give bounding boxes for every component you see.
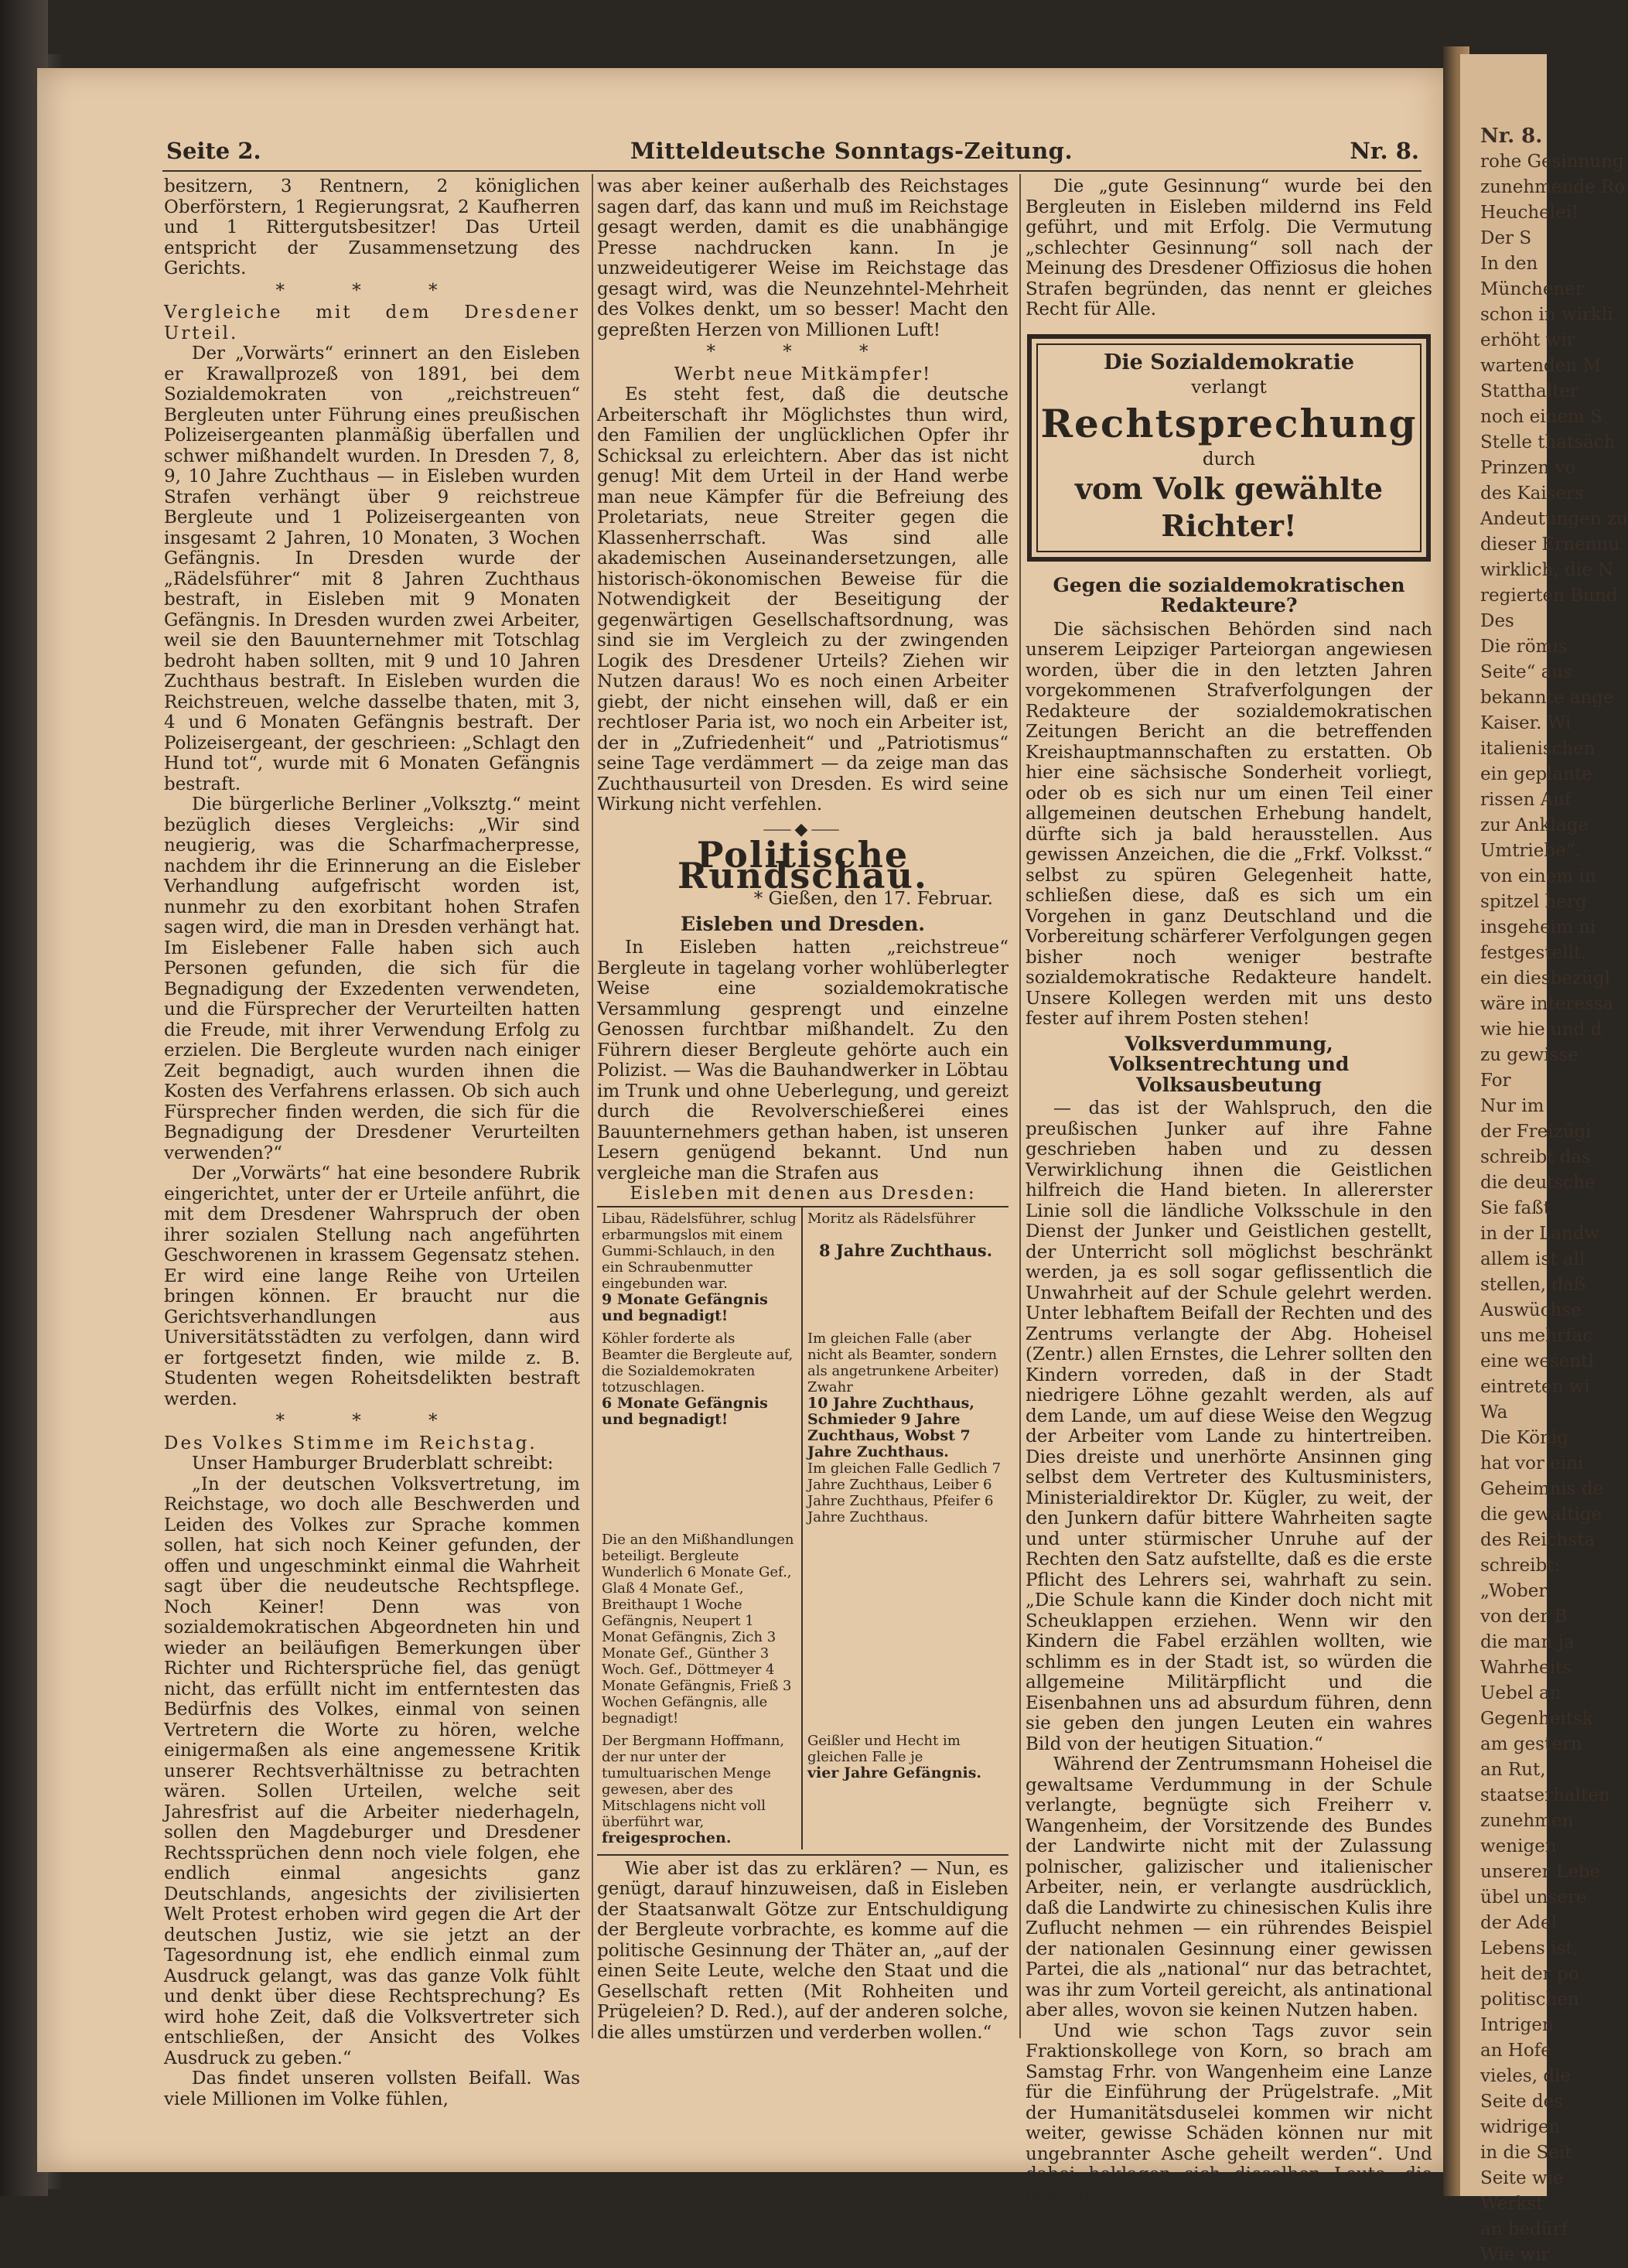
comparison-cell bbox=[803, 1327, 1009, 1529]
page-number: Seite 2. bbox=[166, 138, 261, 164]
section-divider: * * * bbox=[275, 1411, 469, 1431]
comparison-text: Libau, Rädelsführer, schlug erbarmungslos mit einem Gummi-Schlauch, in den ein Schraubenmutter eingebunden war. bbox=[602, 1210, 797, 1292]
comparison-text: Der Bergmann Hoffmann, der nur unter der tumultuarischen Menge gewesen, aber des Mitschlagens nicht voll überführt war, bbox=[602, 1732, 785, 1830]
next-page-line: Kaiser. Wi bbox=[1480, 713, 1572, 733]
comparison-cell bbox=[597, 1207, 803, 1327]
article-heading: Gegen die sozialdemokratischen Redakteure? bbox=[1053, 573, 1405, 617]
next-page-line: In den bbox=[1480, 254, 1538, 274]
next-page-line: in die Seit bbox=[1480, 2143, 1572, 2163]
section-title: Politische Rundschau. bbox=[677, 834, 928, 897]
next-page-line: regierten Bund bbox=[1480, 586, 1618, 606]
next-page-line: „Wober bbox=[1480, 1581, 1548, 1601]
next-page-line: vieles, die bbox=[1480, 2066, 1572, 2086]
next-page-line: die gewaltige bbox=[1480, 1505, 1602, 1525]
paragraph: Wie aber ist das zu erklären? — Nun, es genügt, darauf hinzuweisen, daß in Eisleben der Staatsanwalt Götze zur Entschuldigung der Bergleute vorbrachte, es komme auf die politische Gesinnung der Thäter an, „auf der einen Seite Leute, welche den Staat und die Gesellschaft retten (Mit Rohheiten und Prügeleien? D. Red.), auf der anderen solche, die alles umstürzen und verderben wollen.“ bbox=[597, 1854, 1009, 2044]
paragraph: Und wie schon Tags zuvor sein Fraktionskollege von Korn, so brach am Samstag Frhr. von Wangenheim eine Lanze für die Einführung der Prügelstrafe. „Mit der Humanitätsduselei kommen wir nicht weiter, gewisse Schäden können nur mit ungebrannter Asche geheilt werden“. Und dabei beklagen sich dieselben Leute, die eine so bbox=[1026, 2020, 1432, 2205]
next-page-line: der Adel bbox=[1480, 1913, 1557, 1933]
next-page-line: an Hofe bbox=[1480, 2041, 1551, 2061]
next-page-line: der Freizügi bbox=[1480, 1122, 1592, 1142]
comparison-text: Im gleichen Falle Gedlich 7 Jahre Zuchthaus, Leiber 6 Jahre Zuchthaus, Pfeifer 6 Jahre Zuchthaus. bbox=[807, 1460, 1002, 1525]
next-page-line: wie hie und d bbox=[1480, 1020, 1602, 1040]
next-page-line: Die König bbox=[1480, 1428, 1569, 1448]
next-page-line: übel unsere bbox=[1480, 1887, 1587, 1908]
paragraph: Während der Zentrumsmann Hoheisel die gewaltsame Verdummung in der Schule verlangte, begnügte sich Freiherr v. Wangenheim, der Vorsitzende des Bundes der Landwirte nicht mit der Zulassung polnischer, galizischer und italienischer Arbeiter, nein, er verlangte ausdrücklich, daß die Landwirte zu chinesischen Kulis ihre Zuflucht nehmen — ein rührendes Beispiel der nationalen Gesinnung einer gewissen Partei, die als „national“ nur das betrachtet, was ihr zum Vorteil gereicht, als antinational aber alles, wovon sie keinen Nutzen haben. bbox=[1026, 1754, 1432, 2020]
sentence-text: 6 Monate Gefängnis und begnadigt! bbox=[602, 1394, 768, 1428]
next-page-line: stellen, daß bbox=[1480, 1275, 1586, 1295]
comparison-cell bbox=[597, 1327, 803, 1529]
next-page-line: allem ist all bbox=[1480, 1249, 1585, 1269]
next-page-line: hat vor eini bbox=[1480, 1453, 1584, 1474]
next-page-line: zu gewisse bbox=[1480, 1045, 1579, 1065]
next-page-line: erhöht wir bbox=[1480, 330, 1575, 350]
next-page-line: Umtriebe“. bbox=[1480, 841, 1581, 861]
next-page-line: staatserhalten bbox=[1480, 1785, 1610, 1805]
paragraph: Es steht fest, daß die deutsche Arbeiterschaft ihr Möglichstes thun wird, den Familien der unglücklichen Opfer ihr Schicksal zu erleichtern. Aber das ist nicht genug! Mit dem Urteil in der Hand werbe man neue Kämpfer für die Befreiung des Proletariats, neue Streiter gegen die Klassenherrschaft. Was sind alle akademischen Auseinandersetzungen, alle historisch-ökonomischen Beweise für die Notwendigkeit der Beseitigung der gegenwärtigen Gesellschaftsordnung, was sind sie im Vergleich zu der zwingenden Logik des Dresdener Urteils? Ziehen wir Nutzen daraus! Wo es noch einen Arbeiter giebt, der nicht einsehen will, daß er ein rechtloser Paria ist, wo noch ein Arbeiter ist, der in „Zufriedenheit“ und „Patriotismus“ seine Tage verdämmert — da zeige man das Zuchthausurteil von Dresden. Es wird seine Wirkung nicht verfehlen. bbox=[597, 384, 1009, 815]
comparison-cell bbox=[803, 1730, 1009, 1850]
comparison-text: Geißler und Hecht im gleichen Falle je bbox=[807, 1732, 961, 1765]
paragraph: Unser Hamburger Bruderblatt schreibt: bbox=[192, 1453, 554, 1474]
next-page-line: Münchener bbox=[1480, 279, 1584, 299]
next-page-line: spitzel herg bbox=[1480, 892, 1587, 912]
paragraph: Die bürgerliche Berliner „Volksztg.“ meint bezüglich dieses Vergleichs: „Wir sind neugierig, was die Scharfmacherpresse, nachdem ihr die Erinnerung an die Eisleber Verhandlung aufgefrischt worden ist, nunmehr zu den exorbitant hohen Strafen sagen wird, die man in Dresden verhängt hat. Im Eislebener Falle haben sich auch Personen gefunden, die sich für die Begnadigung der Exzedenten verwendeten, und die Fürsprecher der Verurteilten hatten die Freude, mit ihrer Verwendung Erfolg zu erzielen. Die Bergleute wurden nach einiger Zeit begnadigt, auch wurden ihnen die Kosten des Verfahrens erlassen. Ob sich auch Fürsprecher finden werden, die sich für die Begnadigung der Dresdener Verurteilten verwenden?“ bbox=[164, 794, 580, 1163]
paragraph: was aber keiner außerhalb des Reichstages sagen darf, das kann und muß im Reichstage gesagt werden, damit es die unabhängige Presse nachdrucken kann. In je unzweideutigerer Weise im Reichstage das gesagt wird, was die Neunzehntel-Mehrheit des Volkes denkt, um so besser! Macht den gepreßten Herzen von Millionen Luft! bbox=[597, 176, 1009, 340]
next-page-edge bbox=[1460, 54, 1628, 2265]
paragraph: In Eisleben hatten „reichstreue“ Bergleute in tagelang vorher wohlüberlegter Weise eine sozialdemokratische Versammlung gesprengt und einzelne Genossen furchtbar mißhandelt. Zu den Führern dieser Bergleute gehörte auch ein Polizist. — Was die Bauhandwerker in Löbtau im Trunk und ohne Ueberlegung, und gereizt durch die Revolverschießerei eines Bauunternehmers gethan haben, ist unseren Lesern genügend bekannt. Und nun vergleiche man die Strafen aus bbox=[597, 938, 1009, 1184]
next-page-line: zunehmende Ro bbox=[1480, 177, 1626, 197]
box-line: durch bbox=[1202, 449, 1256, 470]
sentence-text: 8 Jahre Zuchthaus. bbox=[818, 1240, 993, 1260]
next-page-line: Nur im bbox=[1480, 1096, 1544, 1116]
box-headline: Rechtsprechung bbox=[1040, 400, 1418, 446]
next-page-line: festgestellt. bbox=[1480, 943, 1587, 963]
next-page-line: Uebel an bbox=[1480, 1683, 1561, 1703]
next-page-line: an Rut, bbox=[1480, 1760, 1546, 1780]
next-page-line: Wie wir bbox=[1480, 2245, 1550, 2265]
next-page-line: zunehmen bbox=[1480, 1811, 1574, 1831]
next-page-line: des Reichsta bbox=[1480, 1530, 1596, 1550]
next-page-line: wäre interessa bbox=[1480, 994, 1614, 1014]
next-page-line: Heuchelei! bbox=[1480, 203, 1579, 223]
next-page-line: ein geplante bbox=[1480, 764, 1592, 784]
comparison-table bbox=[597, 1206, 1009, 1850]
next-page-line: Stelle thatsäch bbox=[1480, 432, 1616, 453]
next-page-line: dieser Ernennu bbox=[1480, 535, 1620, 555]
box-line: vom Volk gewählte Richter! bbox=[1074, 470, 1384, 543]
comparison-cell bbox=[803, 1207, 1009, 1327]
issue-number: Nr. 8. bbox=[1350, 138, 1419, 164]
next-page-line: heit der po bbox=[1480, 1964, 1579, 1984]
sentence-text: freigesprochen. bbox=[602, 1829, 732, 1846]
paragraph: Die sächsischen Behörden sind nach unserem Leipziger Parteiorgan angewiesen worden, über die in den letzten Jahren vorgekommenen Strafverfolgungen der Redakteure der sozialdemokratischen Zeitungen Bericht an die betreffenden Kreishauptmannschaften zu erstatten. Ob hier eine sächsische Sonderheit vorliegt, oder ob es sich nur um einen Teil einer allgemeinen deutschen Erhebung handelt, dürfte sich ja bald herausstellen. Aus gewissen Anzeichen, die die „Frkf. Volksst.“ selbst zu spüren Gelegenheit hatte, schließen diese, daß es sich um ein Vorgehen in ganz Deutschland und die Vorbereitung schärferer Verfolgungen gegen bisher noch weniger bestrafte sozialdemokratische Redakteure handelt. Unsere Kollegen werden mit uns desto fester auf ihrem Posten stehen! bbox=[1026, 619, 1432, 1029]
ornament-divider: ⸺◆⸺ bbox=[763, 819, 843, 839]
next-page-line: Wahrheits bbox=[1480, 1658, 1572, 1678]
next-page-line: von einem in bbox=[1480, 866, 1596, 886]
next-page-line: Andeutungen zu bbox=[1480, 509, 1628, 529]
next-page-line: Seite wie bbox=[1480, 2168, 1564, 2188]
sentence-text: 9 Monate Gefängnis und begnadigt! bbox=[602, 1290, 768, 1324]
next-page-line: Geheimnis de bbox=[1480, 1479, 1604, 1499]
next-page-line: widrigen bbox=[1480, 2117, 1561, 2137]
next-page-line: wirklich, die N bbox=[1480, 560, 1614, 580]
column-2 bbox=[597, 176, 1009, 2041]
paragraph: Der „Vorwärts“ erinnert an den Eisleben er Krawallprozeß von 1891, bei dem Sozialdemokraten von „reichstreuen“ Bergleuten unter Führung eines preußischen Polizeisergeanten planmäßig überfallen und schwer mißhandelt wurden. In Dresden 7, 8, 9, 10 Jahre Zuchthaus — in Eisleben wurden Strafen verhängt über 9 reichstreue Bergleute und 1 Polizeisergeanten von insgesamt 2 Jahren, 10 Monaten, 3 Wochen Gefängnis. In Dresden wurde der „Rädelsführer“ mit 8 Jahren Zuchthaus bestraft, in Eisleben mit 9 Monaten Gefängnis. In Dresden wurden zwei Arbeiter, weil sie den Bauunternehmer mit Totschlag bedroht haben sollten, mit 9 und 10 Jahren Zuchthaus bestraft. In Eisleben wurden die Reichstreuen, welche dasselbe thaten, mit 3, 4 und 6 Monaten Gefängnis bestraft. Der Polizeisergeant, der geschrieen: „Schlagt den Hund tot“, wurde mit 6 Monaten Gefängnis bestraft. bbox=[164, 343, 580, 794]
article-heading: Eisleben und Dresden. bbox=[681, 912, 925, 935]
next-page-line: Die römis bbox=[1480, 637, 1568, 657]
next-page-line: Prinzen vo bbox=[1480, 458, 1576, 478]
next-page-line: von der B bbox=[1480, 1607, 1568, 1627]
next-page-line: schreibt: bbox=[1480, 1556, 1561, 1576]
next-page-line: Lebens ist, bbox=[1480, 1938, 1579, 1959]
next-page-text bbox=[1460, 149, 1628, 2268]
next-page-line: rissen Auf bbox=[1480, 790, 1572, 810]
next-page-line: ein diesbezügl bbox=[1480, 968, 1610, 989]
paragraph: Das findet unseren vollsten Beifall. Was viele Millionen im Volke fühlen, bbox=[164, 2068, 580, 2109]
column-3 bbox=[1026, 176, 1432, 2205]
column-separator bbox=[1019, 174, 1021, 2038]
next-page-line: am gestern bbox=[1480, 1734, 1582, 1754]
next-page-line: schon in wirkli bbox=[1480, 305, 1613, 325]
article-heading: Volksverdummung, Volksentrechtung und Volksausbeutung bbox=[1108, 1032, 1350, 1096]
next-page-issue: Nr. 8. bbox=[1480, 125, 1543, 148]
sentence-text: vier Jahre Gefängnis. bbox=[807, 1764, 982, 1781]
dateline: * Gießen, den 17. Februar. bbox=[753, 889, 993, 909]
next-page-line: italienischen bbox=[1480, 739, 1596, 759]
next-page-line: Seite des bbox=[1480, 2092, 1564, 2112]
next-page-line: Der S bbox=[1480, 228, 1532, 248]
next-page-line: eine wesentl bbox=[1480, 1351, 1594, 1371]
article-heading: Vergleiche mit dem Dresdener Urteil. bbox=[164, 302, 580, 343]
next-page-line: wartenden M bbox=[1480, 356, 1602, 376]
comparison-cell bbox=[597, 1730, 803, 1850]
paragraph: Der „Vorwärts“ hat eine besondere Rubrik eingerichtet, unter der er Urteile anführt, die mit dem Dresdener Wahrspruch der oben ihrer sozialen Stellung nach angeführten Geschworenen in krassem Gegensatz stehen. Er wird eine lange Reihe von Urteilen bringen können. Er braucht nur die Gerichtsverhandlungen aus Universitätsstädten zu verfolgen, dann wird er fortgesetzt finden, wie milde z. B. Studenten wegen Roheitsdelikten bestraft werden. bbox=[164, 1163, 580, 1409]
next-page-line: die deutsche bbox=[1480, 1173, 1596, 1193]
next-page-line: politischen bbox=[1480, 1990, 1579, 2010]
next-page-line: noch einem S bbox=[1480, 407, 1602, 427]
paragraph: Die „gute Gesinnung“ wurde bei den Bergleuten in Eisleben mildernd ins Feld geführt, und mit Erfolg. Die Vermutung „schlechter Gesinnung“ soll nach der Meinung des Dresdener Offiziosus die hohen Strafen begründen, das nennt er gleiches Recht für Alle. bbox=[1026, 176, 1432, 319]
next-page-line: For bbox=[1480, 1071, 1511, 1091]
next-page-line: an bedürf bbox=[1480, 2219, 1568, 2239]
section-divider: * * * bbox=[706, 342, 899, 362]
comparison-cell bbox=[803, 1529, 1009, 1730]
next-page-line: des Kaisers bbox=[1480, 483, 1584, 504]
next-page-line: uns mehrfac bbox=[1480, 1326, 1593, 1346]
next-page-line: Werkst bbox=[1480, 2194, 1544, 2214]
next-page-line: Wa bbox=[1480, 1402, 1508, 1423]
sentence-text: 10 Jahre Zuchthaus, Schmieder 9 Jahre Zuchthaus, Wobst 7 Jahre Zuchthaus. bbox=[807, 1394, 974, 1460]
comparison-text: Köhler forderte als Beamter die Bergleute auf, die Sozialdemokraten totzuschlagen. bbox=[602, 1330, 794, 1395]
comparison-cell bbox=[597, 1529, 803, 1730]
paragraph: „In der deutschen Volksvertretung, im Reichstage, wo doch alle Beschwerden und Leiden des Volkes zur Sprache kommen sollen, hat sich noch Keiner gefunden, der offen und ungeschminkt einmal die Wahrheit sagt über die neudeutsche Rechtspflege. Noch Keiner! Denn was von sozialdemokratischen Abgeordneten hin und wieder an beiläufigen Bemerkungen über Richter und Richtersprüche fiel, das genügt nicht, das erfüllt nicht im entferntesten das Bedürfnis des Volkes, einmal von seinen Vertretern die Worte zu hören, welche einigermaßen als eine angemessene Kritik unserer Rechtsverhältnisse zu betrachten wären. Sollen Urteilen, welche seit Jahresfrist auf die Arbeiter niederhageln, sollen den Magdeburger und Dresdener Rechtssprüchen denn noch viele folgen, ehe endlich einmal angesichts ganz Deutschlands, angesichts der zivilisierten Welt Protest erhoben wird gegen die Art der deutschen Justiz, wie sie jetzt an der Tagesordnung ist, ehe endlich einmal zum Ausdruck gelangt, was das ganze Volk fühlt und denkt über diese Rechtsprechung? Es wird hohe Zeit, daß die Volksvertreter sich entschließen, der Ansicht des Volkes Ausdruck zu geben.“ bbox=[164, 1474, 580, 2068]
next-page-line: Seite“ aus bbox=[1480, 662, 1572, 682]
article-heading: Werbt neue Mitkämpfer! bbox=[674, 364, 932, 384]
next-page-line: insgeheim ni bbox=[1480, 917, 1596, 938]
comparison-text: Die an den Mißhandlungen beteiligt. Bergleute Wunderlich 6 Monate Gef., Glaß 4 Monate Gef., Breithaupt 1 Woche Gefängnis, Neupert 1 Monat Gefängnis, Zich 3 Monate Gef., Günther 3 Woch. Gef., Döttmeyer 4 Monate Gefängnis, Frieß 3 Wochen Gefängnis, alle begnadigt! bbox=[602, 1531, 794, 1727]
next-page-line: Auswüchse bbox=[1480, 1300, 1582, 1320]
comparison-text: Moritz als Rädelsführer bbox=[807, 1210, 976, 1227]
next-page-line: in der Landw bbox=[1480, 1224, 1600, 1244]
next-page-line: Intrigen bbox=[1480, 2015, 1554, 2035]
header-rule bbox=[162, 170, 1422, 172]
article-heading: Des Volkes Stimme im Reichstag. bbox=[164, 1433, 538, 1453]
demand-box bbox=[1027, 334, 1431, 562]
paragraph: — das ist der Wahlspruch, den die preußischen Junker auf ihre Fahne geschrieben haben und zu dessen Verwirklichung ihnen die Geistlichen hilfreich die Hand bieten. In allererster Linie soll die ländliche Volksschule in den Dienst der Junker und Geistlichen gestellt, der Unterricht soll möglichst beschränkt werden, ja es soll sogar geflissentlich die Unwahrheit auf der Schule gelehrt werden. Unter lebhaftem Beifall der Rechten und des Zentrums verlangte der Abg. Hoheisel (Zentr.) allen Ernstes, die Lehrer sollten den Kindern vorreden, daß in der Stadt niedrigere Löhne gezahlt werden, als auf dem Lande, um auf diese Weise den Wegzug der Arbeiter vom Lande zu hintertreiben. Dies dreiste und unerhörte Ansinnen ging selbst dem Vertreter des Kultusministers, Ministerialdirektor Dr. Kügler, zu weit, der den Junkern dafür bittere Wahrheiten sagte und unter stürmischer Unruhe auf der Rechten den Satz aufstellte, daß es die erste Pflicht des Lehrers sei, wahrhaft zu sein. „Die Schule kann die Kinder doch nicht mit Scheuklappen erziehen. Wenn wir den Kindern die Fabel erzählen wollten, wie schlimm es in der Stadt ist, so würden die allgemeine Militärpflicht und die Eisenbahnen uns ad absurdum führen, denn sie geben den jungen Leuten ein wahres Bild von der heutigen Situation.“ bbox=[1026, 1098, 1432, 1754]
column-separator bbox=[592, 174, 593, 2038]
next-page-line: unserer Lebe bbox=[1480, 1862, 1601, 1882]
section-divider: * * * bbox=[275, 280, 469, 301]
box-line: verlangt bbox=[1191, 377, 1267, 398]
next-page-line: rohe Gesinnung bbox=[1480, 152, 1624, 172]
next-page-line: die man ja bbox=[1480, 1632, 1575, 1652]
comparison-heading: Eisleben mit denen aus Dresden: bbox=[630, 1184, 976, 1204]
next-page-line: Statthalter bbox=[1480, 381, 1579, 401]
box-line: Die Sozialdemokratie bbox=[1103, 350, 1355, 374]
column-1 bbox=[164, 176, 580, 2109]
next-page-line: wenigen bbox=[1480, 1836, 1557, 1856]
next-page-line: Gegenheitsk bbox=[1480, 1709, 1593, 1729]
next-page-line: eintreten wi bbox=[1480, 1377, 1590, 1397]
comparison-text: Im gleichen Falle (aber nicht als Beamter, sondern als angetrunkene Arbeiter) Zwahr bbox=[807, 1330, 999, 1395]
next-page-line: Des bbox=[1480, 611, 1514, 631]
next-page-line: zur Anklage bbox=[1480, 815, 1589, 835]
newspaper-title: Mitteldeutsche Sonntags-Zeitung. bbox=[630, 138, 1073, 164]
paragraph: besitzern, 3 Rentnern, 2 königlichen Oberförstern, 1 Regierungsrat, 2 Kaufherren und 1 Rittergutsbesitzer! Das Urteil entspricht der Zusammensetzung des Gerichts. bbox=[164, 176, 580, 278]
next-page-line: bekannte ange bbox=[1480, 688, 1614, 708]
next-page-line: Sie faßt bbox=[1480, 1198, 1551, 1218]
next-page-line: schreibt das bbox=[1480, 1147, 1591, 1167]
